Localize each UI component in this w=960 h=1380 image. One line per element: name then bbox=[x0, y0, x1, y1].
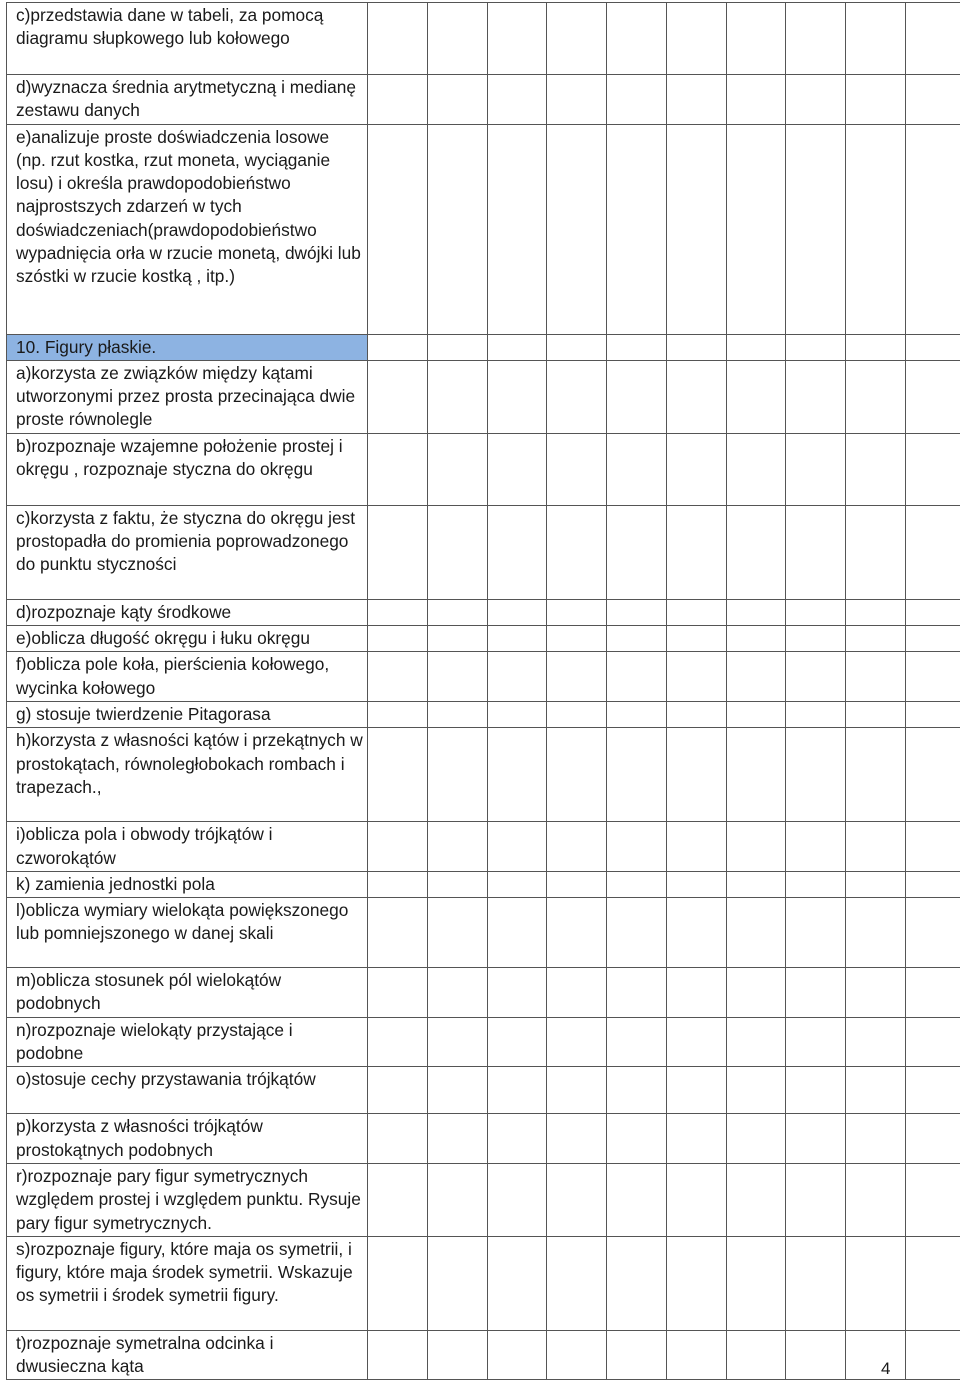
table-row bbox=[7, 898, 960, 968]
empty-grid-cell bbox=[487, 728, 547, 822]
empty-grid-cell bbox=[547, 1163, 607, 1236]
empty-grid-cell bbox=[666, 822, 726, 872]
empty-grid-cell bbox=[427, 334, 487, 360]
empty-grid-cell bbox=[547, 1330, 607, 1380]
table-row bbox=[7, 505, 960, 599]
empty-grid-cell bbox=[427, 360, 487, 433]
empty-grid-cell bbox=[427, 652, 487, 702]
table-row bbox=[7, 701, 960, 727]
skill-description-cell: m)oblicza stosunek pól wielokątów podobnych bbox=[7, 968, 368, 1018]
empty-grid-cell bbox=[487, 1236, 547, 1330]
empty-grid-cell bbox=[607, 701, 667, 727]
empty-grid-cell bbox=[427, 968, 487, 1018]
empty-grid-cell bbox=[905, 728, 960, 822]
empty-grid-cell bbox=[726, 1236, 786, 1330]
table-row bbox=[7, 599, 960, 625]
empty-grid-cell bbox=[786, 505, 846, 599]
empty-grid-cell bbox=[786, 898, 846, 968]
empty-grid-cell bbox=[726, 433, 786, 505]
empty-grid-cell bbox=[547, 1236, 607, 1330]
empty-grid-cell bbox=[368, 505, 428, 599]
empty-grid-cell bbox=[607, 1330, 667, 1380]
empty-grid-cell bbox=[666, 701, 726, 727]
empty-grid-cell bbox=[726, 1330, 786, 1380]
empty-grid-cell bbox=[368, 871, 428, 897]
empty-grid-cell bbox=[905, 360, 960, 433]
empty-grid-cell bbox=[547, 822, 607, 872]
empty-grid-cell bbox=[905, 433, 960, 505]
empty-grid-cell bbox=[368, 1163, 428, 1236]
empty-grid-cell bbox=[666, 1114, 726, 1164]
empty-grid-cell bbox=[427, 505, 487, 599]
empty-grid-cell bbox=[786, 599, 846, 625]
table-row bbox=[7, 1017, 960, 1067]
skill-description-cell: k) zamienia jednostki pola bbox=[7, 871, 368, 897]
empty-grid-cell bbox=[547, 3, 607, 75]
empty-grid-cell bbox=[726, 652, 786, 702]
empty-grid-cell bbox=[786, 360, 846, 433]
empty-grid-cell bbox=[726, 505, 786, 599]
table-row bbox=[7, 1236, 960, 1330]
empty-grid-cell bbox=[666, 652, 726, 702]
empty-grid-cell bbox=[666, 334, 726, 360]
empty-grid-cell bbox=[427, 599, 487, 625]
empty-grid-cell bbox=[368, 75, 428, 125]
empty-grid-cell bbox=[786, 652, 846, 702]
empty-grid-cell bbox=[607, 124, 667, 334]
empty-grid-cell bbox=[905, 652, 960, 702]
empty-grid-cell bbox=[786, 1017, 846, 1067]
table-row bbox=[7, 1330, 960, 1380]
skill-description-cell: d)wyznacza średnia arytmetyczną i medianę zestawu danych bbox=[7, 75, 368, 125]
empty-grid-cell bbox=[726, 898, 786, 968]
empty-grid-cell bbox=[846, 75, 906, 125]
skill-description-cell: d)rozpoznaje kąty środkowe bbox=[7, 599, 368, 625]
empty-grid-cell bbox=[427, 822, 487, 872]
empty-grid-cell bbox=[846, 334, 906, 360]
table-row bbox=[7, 871, 960, 897]
table-row bbox=[7, 1114, 960, 1164]
empty-grid-cell bbox=[547, 701, 607, 727]
empty-grid-cell bbox=[846, 1163, 906, 1236]
empty-grid-cell bbox=[368, 1330, 428, 1380]
empty-grid-cell bbox=[666, 75, 726, 125]
section-heading-row bbox=[7, 334, 960, 360]
skill-description-cell: f)oblicza pole koła, pierścienia kołowego, wycinka kołowego bbox=[7, 652, 368, 702]
empty-grid-cell bbox=[547, 968, 607, 1018]
empty-grid-cell bbox=[726, 728, 786, 822]
skill-description-cell: h)korzysta z własności kątów i przekątnych w prostokątach, równoległobokach rombach i trapezach., bbox=[7, 728, 368, 822]
empty-grid-cell bbox=[607, 898, 667, 968]
empty-grid-cell bbox=[726, 871, 786, 897]
empty-grid-cell bbox=[368, 701, 428, 727]
table-row bbox=[7, 822, 960, 872]
empty-grid-cell bbox=[786, 1330, 846, 1380]
empty-grid-cell bbox=[607, 652, 667, 702]
empty-grid-cell bbox=[786, 822, 846, 872]
empty-grid-cell bbox=[786, 701, 846, 727]
table-row bbox=[7, 626, 960, 652]
empty-grid-cell bbox=[547, 433, 607, 505]
empty-grid-cell bbox=[726, 3, 786, 75]
empty-grid-cell bbox=[726, 1163, 786, 1236]
empty-grid-cell bbox=[607, 334, 667, 360]
empty-grid-cell bbox=[368, 124, 428, 334]
table-row bbox=[7, 3, 960, 75]
empty-grid-cell bbox=[846, 1236, 906, 1330]
empty-grid-cell bbox=[786, 626, 846, 652]
page-number: 4 bbox=[881, 1359, 890, 1379]
skill-description-cell: e)analizuje proste doświadczenia losowe (np. rzut kostka, rzut moneta, wyciąganie losu) i określa prawdopodobieństwo najprostszych zdarzeń w tych doświadczeniach(prawdopodobieństwo wypadnięcia orła w rzucie monetą, dwójki lub szóstki w rzucie kostką , itp.) bbox=[7, 124, 368, 334]
empty-grid-cell bbox=[666, 1067, 726, 1114]
empty-grid-cell bbox=[786, 728, 846, 822]
empty-grid-cell bbox=[607, 505, 667, 599]
empty-grid-cell bbox=[487, 1114, 547, 1164]
empty-grid-cell bbox=[487, 360, 547, 433]
empty-grid-cell bbox=[846, 3, 906, 75]
empty-grid-cell bbox=[905, 1067, 960, 1114]
empty-grid-cell bbox=[905, 334, 960, 360]
empty-grid-cell bbox=[905, 898, 960, 968]
empty-grid-cell bbox=[905, 1017, 960, 1067]
empty-grid-cell bbox=[427, 701, 487, 727]
table-row bbox=[7, 360, 960, 433]
empty-grid-cell bbox=[726, 1067, 786, 1114]
empty-grid-cell bbox=[786, 124, 846, 334]
skill-description-cell: n)rozpoznaje wielokąty przystające i podobne bbox=[7, 1017, 368, 1067]
empty-grid-cell bbox=[846, 1017, 906, 1067]
skill-description-cell: p)korzysta z własności trójkątów prostokątnych podobnych bbox=[7, 1114, 368, 1164]
empty-grid-cell bbox=[905, 3, 960, 75]
skill-description-cell: a)korzysta ze związków między kątami utworzonymi przez prosta przecinająca dwie proste równolegle bbox=[7, 360, 368, 433]
empty-grid-cell bbox=[427, 3, 487, 75]
skill-description-cell: t)rozpoznaje symetralna odcinka i dwusieczna kąta bbox=[7, 1330, 368, 1380]
empty-grid-cell bbox=[607, 968, 667, 1018]
empty-grid-cell bbox=[846, 871, 906, 897]
empty-grid-cell bbox=[666, 968, 726, 1018]
empty-grid-cell bbox=[726, 701, 786, 727]
empty-grid-cell bbox=[607, 360, 667, 433]
empty-grid-cell bbox=[368, 1236, 428, 1330]
empty-grid-cell bbox=[666, 871, 726, 897]
empty-grid-cell bbox=[726, 626, 786, 652]
empty-grid-cell bbox=[846, 599, 906, 625]
empty-grid-cell bbox=[726, 334, 786, 360]
empty-grid-cell bbox=[487, 822, 547, 872]
skill-description-cell: b)rozpoznaje wzajemne położenie prostej i okręgu , rozpoznaje styczna do okręgu bbox=[7, 433, 368, 505]
empty-grid-cell bbox=[846, 728, 906, 822]
empty-grid-cell bbox=[427, 1236, 487, 1330]
empty-grid-cell bbox=[905, 822, 960, 872]
empty-grid-cell bbox=[487, 1163, 547, 1236]
empty-grid-cell bbox=[726, 822, 786, 872]
empty-grid-cell bbox=[846, 360, 906, 433]
empty-grid-cell bbox=[427, 1017, 487, 1067]
empty-grid-cell bbox=[905, 871, 960, 897]
empty-grid-cell bbox=[607, 728, 667, 822]
empty-grid-cell bbox=[607, 3, 667, 75]
empty-grid-cell bbox=[846, 701, 906, 727]
empty-grid-cell bbox=[786, 1067, 846, 1114]
empty-grid-cell bbox=[905, 1236, 960, 1330]
empty-grid-cell bbox=[427, 728, 487, 822]
empty-grid-cell bbox=[487, 334, 547, 360]
table-row bbox=[7, 433, 960, 505]
empty-grid-cell bbox=[786, 3, 846, 75]
empty-grid-cell bbox=[905, 701, 960, 727]
empty-grid-cell bbox=[368, 652, 428, 702]
empty-grid-cell bbox=[547, 599, 607, 625]
empty-grid-cell bbox=[368, 1067, 428, 1114]
skill-description-cell: r)rozpoznaje pary figur symetrycznych względem prostej i względem punktu. Rysuje pary figur symetrycznych. bbox=[7, 1163, 368, 1236]
section-heading-cell: 10. Figury płaskie. bbox=[7, 334, 368, 360]
empty-grid-cell bbox=[846, 822, 906, 872]
empty-grid-cell bbox=[666, 1163, 726, 1236]
table-row bbox=[7, 968, 960, 1018]
table-row bbox=[7, 75, 960, 125]
empty-grid-cell bbox=[846, 626, 906, 652]
skill-description-cell: e)oblicza długość okręgu i łuku okręgu bbox=[7, 626, 368, 652]
empty-grid-cell bbox=[487, 898, 547, 968]
empty-grid-cell bbox=[786, 1114, 846, 1164]
empty-grid-cell bbox=[487, 1330, 547, 1380]
empty-grid-cell bbox=[368, 1017, 428, 1067]
empty-grid-cell bbox=[905, 626, 960, 652]
skill-description-cell: c)korzysta z faktu, że styczna do okręgu jest prostopadła do promienia poprowadzonego do punktu styczności bbox=[7, 505, 368, 599]
empty-grid-cell bbox=[368, 968, 428, 1018]
empty-grid-cell bbox=[547, 626, 607, 652]
empty-grid-cell bbox=[487, 652, 547, 702]
empty-grid-cell bbox=[427, 1163, 487, 1236]
empty-grid-cell bbox=[487, 871, 547, 897]
empty-grid-cell bbox=[368, 334, 428, 360]
empty-grid-cell bbox=[846, 652, 906, 702]
empty-grid-cell bbox=[905, 599, 960, 625]
empty-grid-cell bbox=[666, 433, 726, 505]
empty-grid-cell bbox=[607, 599, 667, 625]
empty-grid-cell bbox=[846, 898, 906, 968]
empty-grid-cell bbox=[666, 1017, 726, 1067]
empty-grid-cell bbox=[427, 626, 487, 652]
empty-grid-cell bbox=[547, 124, 607, 334]
empty-grid-cell bbox=[846, 968, 906, 1018]
empty-grid-cell bbox=[368, 360, 428, 433]
empty-grid-cell bbox=[905, 968, 960, 1018]
empty-grid-cell bbox=[666, 599, 726, 625]
empty-grid-cell bbox=[607, 822, 667, 872]
empty-grid-cell bbox=[786, 433, 846, 505]
empty-grid-cell bbox=[666, 505, 726, 599]
empty-grid-cell bbox=[846, 1067, 906, 1114]
empty-grid-cell bbox=[726, 1017, 786, 1067]
empty-grid-cell bbox=[726, 968, 786, 1018]
empty-grid-cell bbox=[487, 701, 547, 727]
empty-grid-cell bbox=[427, 433, 487, 505]
empty-grid-cell bbox=[427, 1114, 487, 1164]
empty-grid-cell bbox=[487, 124, 547, 334]
curriculum-checklist-table bbox=[6, 2, 960, 1380]
empty-grid-cell bbox=[368, 1114, 428, 1164]
skill-description-cell: s)rozpoznaje figury, które maja os symetrii, i figury, które maja środek symetrii. Wskazuje os symetrii i środek symetrii figury. bbox=[7, 1236, 368, 1330]
empty-grid-cell bbox=[607, 75, 667, 125]
empty-grid-cell bbox=[786, 871, 846, 897]
empty-grid-cell bbox=[487, 505, 547, 599]
empty-grid-cell bbox=[427, 1330, 487, 1380]
empty-grid-cell bbox=[666, 124, 726, 334]
empty-grid-cell bbox=[905, 505, 960, 599]
empty-grid-cell bbox=[846, 124, 906, 334]
empty-grid-cell bbox=[547, 1114, 607, 1164]
empty-grid-cell bbox=[487, 1067, 547, 1114]
empty-grid-cell bbox=[368, 599, 428, 625]
empty-grid-cell bbox=[607, 1236, 667, 1330]
empty-grid-cell bbox=[726, 360, 786, 433]
empty-grid-cell bbox=[547, 871, 607, 897]
empty-grid-cell bbox=[427, 124, 487, 334]
skill-description-cell: o)stosuje cechy przystawania trójkątów bbox=[7, 1067, 368, 1114]
empty-grid-cell bbox=[905, 75, 960, 125]
empty-grid-cell bbox=[905, 124, 960, 334]
empty-grid-cell bbox=[905, 1163, 960, 1236]
empty-grid-cell bbox=[547, 1067, 607, 1114]
empty-grid-cell bbox=[547, 505, 607, 599]
empty-grid-cell bbox=[547, 652, 607, 702]
empty-grid-cell bbox=[487, 433, 547, 505]
empty-grid-cell bbox=[607, 1017, 667, 1067]
empty-grid-cell bbox=[487, 75, 547, 125]
empty-grid-cell bbox=[846, 1114, 906, 1164]
empty-grid-cell bbox=[666, 626, 726, 652]
skill-description-cell: c)przedstawia dane w tabeli, za pomocą diagramu słupkowego lub kołowego bbox=[7, 3, 368, 75]
empty-grid-cell bbox=[726, 124, 786, 334]
empty-grid-cell bbox=[607, 871, 667, 897]
empty-grid-cell bbox=[786, 75, 846, 125]
empty-grid-cell bbox=[368, 898, 428, 968]
empty-grid-cell bbox=[607, 1163, 667, 1236]
skill-description-cell: g) stosuje twierdzenie Pitagorasa bbox=[7, 701, 368, 727]
empty-grid-cell bbox=[846, 1330, 906, 1380]
empty-grid-cell bbox=[368, 3, 428, 75]
empty-grid-cell bbox=[666, 1236, 726, 1330]
empty-grid-cell bbox=[726, 75, 786, 125]
skill-description-cell: i)oblicza pola i obwody trójkątów i czworokątów bbox=[7, 822, 368, 872]
empty-grid-cell bbox=[786, 1236, 846, 1330]
empty-grid-cell bbox=[905, 1330, 960, 1380]
empty-grid-cell bbox=[846, 433, 906, 505]
empty-grid-cell bbox=[487, 626, 547, 652]
empty-grid-cell bbox=[607, 1067, 667, 1114]
empty-grid-cell bbox=[487, 1017, 547, 1067]
empty-grid-cell bbox=[547, 898, 607, 968]
empty-grid-cell bbox=[427, 75, 487, 125]
empty-grid-cell bbox=[427, 1067, 487, 1114]
empty-grid-cell bbox=[368, 822, 428, 872]
empty-grid-cell bbox=[726, 599, 786, 625]
table-row bbox=[7, 652, 960, 702]
empty-grid-cell bbox=[547, 75, 607, 125]
table-row bbox=[7, 1163, 960, 1236]
empty-grid-cell bbox=[427, 898, 487, 968]
empty-grid-cell bbox=[846, 505, 906, 599]
empty-grid-cell bbox=[666, 1330, 726, 1380]
empty-grid-cell bbox=[547, 360, 607, 433]
empty-grid-cell bbox=[427, 871, 487, 897]
empty-grid-cell bbox=[368, 728, 428, 822]
empty-grid-cell bbox=[666, 728, 726, 822]
table-row bbox=[7, 728, 960, 822]
empty-grid-cell bbox=[726, 1114, 786, 1164]
empty-grid-cell bbox=[547, 728, 607, 822]
empty-grid-cell bbox=[666, 360, 726, 433]
empty-grid-cell bbox=[487, 599, 547, 625]
empty-grid-cell bbox=[607, 433, 667, 505]
skill-description-cell: l)oblicza wymiary wielokąta powiększonego lub pomniejszonego w danej skali bbox=[7, 898, 368, 968]
empty-grid-cell bbox=[487, 3, 547, 75]
table-row bbox=[7, 1067, 960, 1114]
empty-grid-cell bbox=[547, 1017, 607, 1067]
empty-grid-cell bbox=[666, 3, 726, 75]
table-row bbox=[7, 124, 960, 334]
empty-grid-cell bbox=[786, 968, 846, 1018]
empty-grid-cell bbox=[547, 334, 607, 360]
empty-grid-cell bbox=[607, 1114, 667, 1164]
empty-grid-cell bbox=[666, 898, 726, 968]
empty-grid-cell bbox=[487, 968, 547, 1018]
empty-grid-cell bbox=[607, 626, 667, 652]
empty-grid-cell bbox=[368, 433, 428, 505]
empty-grid-cell bbox=[786, 334, 846, 360]
empty-grid-cell bbox=[905, 1114, 960, 1164]
empty-grid-cell bbox=[368, 626, 428, 652]
table-body bbox=[7, 3, 960, 1380]
empty-grid-cell bbox=[786, 1163, 846, 1236]
